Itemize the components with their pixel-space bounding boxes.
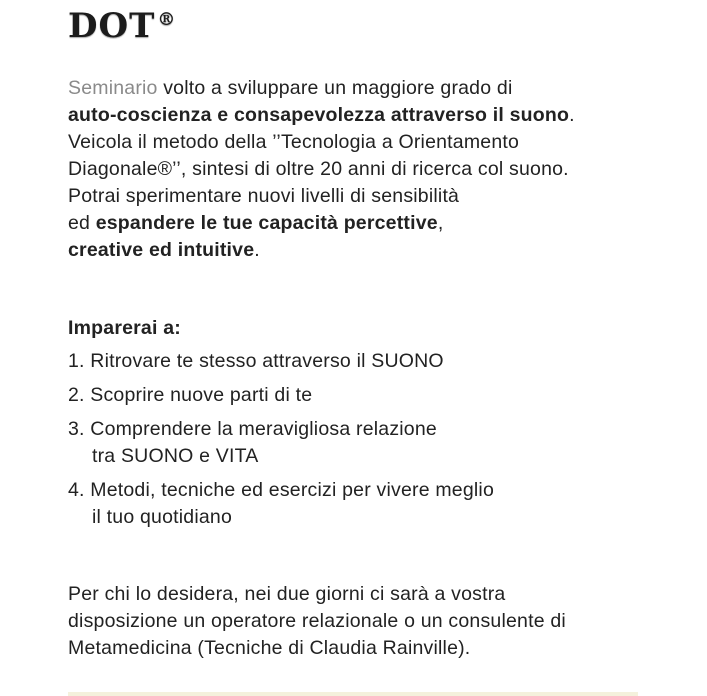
learning-heading: Imparerai a: [68, 317, 181, 339]
note-line-2: disposizione un operatore relazionale o un consulente di [68, 610, 566, 632]
learning-list [68, 315, 494, 538]
intro-line-6: ed espandere le tue capacità percettive, [68, 212, 444, 234]
logo-text: DOT [68, 6, 156, 46]
note-line-1: Per chi lo desidera, nei due giorni ci sarà a vostra [68, 583, 506, 605]
intro-line-3: Veicola il metodo della ’’Tecnologia a Orientamento [68, 131, 520, 153]
intro-line-5: Potrai sperimentare nuovi livelli di sensibilità [68, 185, 460, 207]
intro-line-2: auto-coscienza e consapevolezza attraverso il suono. [68, 104, 575, 126]
consultant-note [68, 581, 566, 662]
list-item: 2. Scoprire nuove parti di te [68, 384, 313, 406]
list-item: 4. Metodi, tecniche ed esercizi per vivere meglio il tuo quotidiano [68, 479, 494, 528]
note-line-3: Metamedicina (Tecniche di Claudia Rainville). [68, 637, 471, 659]
seminar-word: Seminario [68, 77, 158, 99]
intro-emphasis-1: auto-coscienza e consapevolezza attraverso il suono [68, 104, 570, 126]
dot-logo [68, 6, 176, 46]
intro-line-4: Diagonale®’’, sintesi di oltre 20 anni di ricerca col suono. [68, 158, 569, 180]
list-item: 3. Comprendere la meravigliosa relazione tra SUONO e VITA [68, 418, 437, 467]
intro-emphasis-3: creative ed intuitive [68, 239, 255, 261]
bottom-divider [68, 692, 638, 696]
intro-emphasis-2: espandere le tue capacità percettive [95, 212, 438, 234]
intro-paragraph [68, 75, 575, 264]
intro-line-7: creative ed intuitive. [68, 239, 260, 261]
intro-line-1: Seminario volto a sviluppare un maggiore grado di [68, 77, 513, 99]
registered-mark: ® [157, 8, 177, 30]
list-item: 1. Ritrovare te stesso attraverso il SUONO [68, 350, 444, 372]
